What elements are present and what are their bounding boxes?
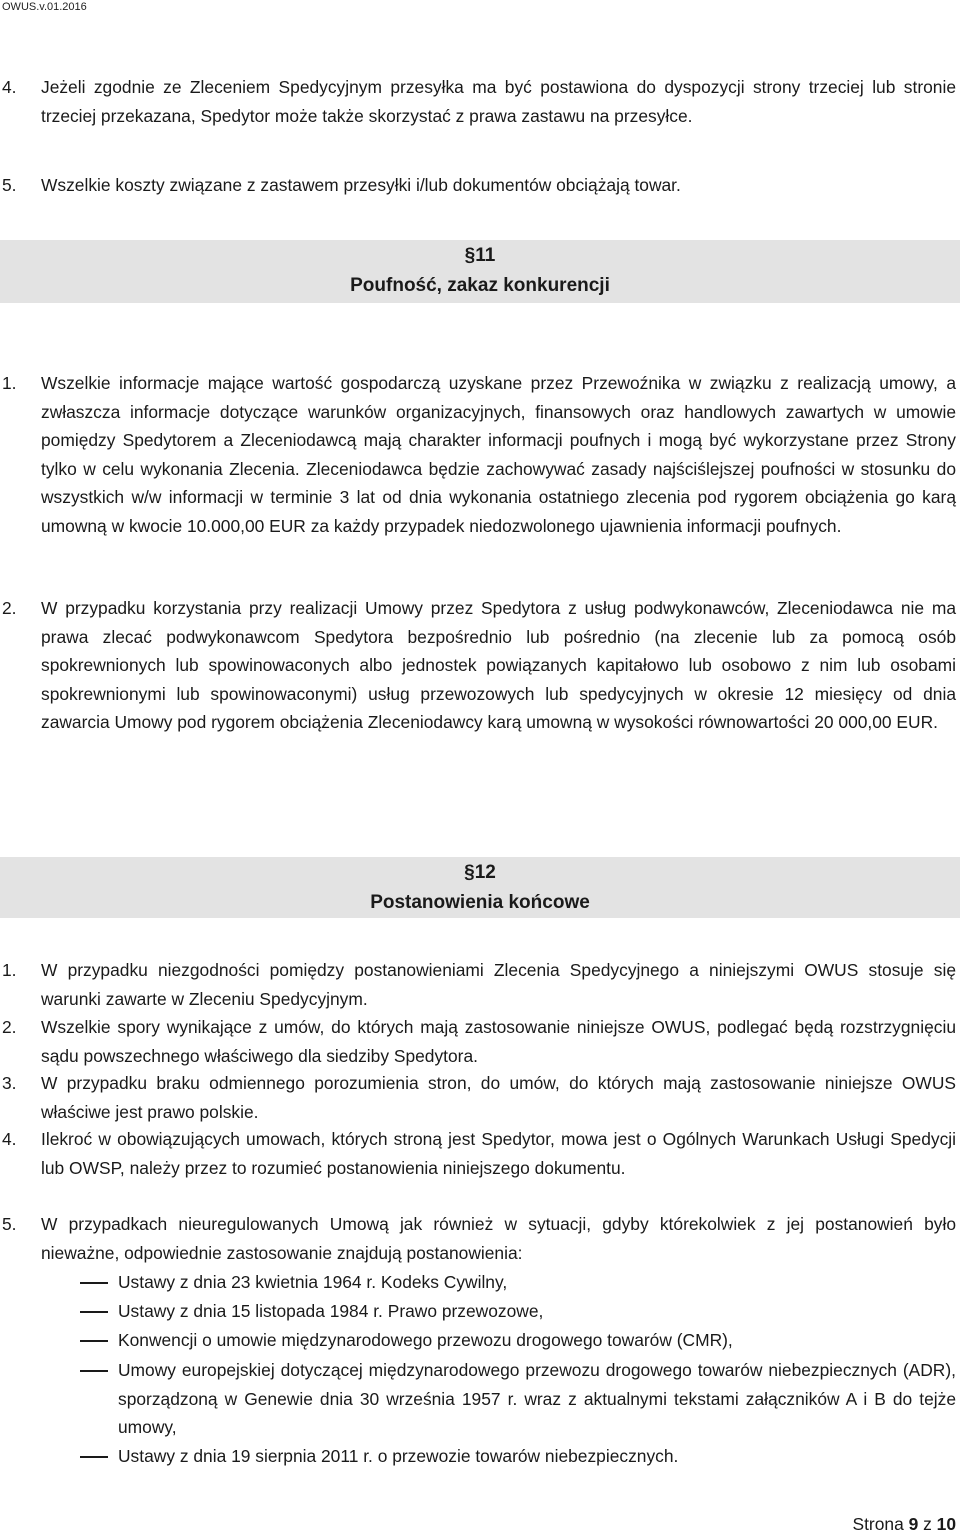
item-number: 5. (2, 1214, 17, 1234)
item-number: 2. (2, 1017, 17, 1037)
section-heading (0, 857, 960, 918)
item-number: 4. (2, 1129, 17, 1149)
item-number: 1. (2, 960, 17, 980)
section-symbol: §11 (464, 245, 496, 266)
item-text: Jeżeli zgodnie ze Zleceniem Spedycyjnym przesyłka ma być postawiona do dyspozycji strony trzeciej lub stronie trzeciej przekazana, Spedytor może także skorzystać z prawa zastawu na przesyłce. (41, 77, 956, 126)
section-title: Poufność, zakaz konkurencji (350, 275, 610, 296)
dash-bullet (80, 1340, 108, 1342)
sub-item-text: Ustawy z dnia 19 sierpnia 2011 r. o przewozie towarów niebezpiecznych. (118, 1446, 679, 1466)
item-text: Wszelkie koszty związane z zastawem przesyłki i/lub dokumentów obciążają towar. (41, 175, 681, 195)
item-text: W przypadkach nieuregulowanych Umową jak również w sytuacji, gdyby którekolwiek z jej postanowień było nieważne, odpowiednie zastosowanie znajdują postanowienia: (41, 1214, 956, 1263)
section-title: Postanowienia końcowe (370, 892, 590, 913)
sub-item-text: Ustawy z dnia 15 listopada 1984 r. Prawo przewozowe, (118, 1301, 544, 1321)
dash-bullet (80, 1311, 108, 1313)
item-text: W przypadku braku odmiennego porozumienia stron, do umów, do których mają zastosowanie niniejsze OWUS właściwe jest prawo polskie. (41, 1073, 956, 1122)
total-pages: 10 (936, 1514, 956, 1534)
item-number: 2. (2, 598, 17, 618)
sub-item-text: Konwencji o umowie międzynarodowego przewozu drogowego towarów (CMR), (118, 1330, 733, 1350)
item-text: Wszelkie spory wynikające z umów, do których mają zastosowanie niniejsze OWUS, podlegać będą rozstrzygnięciu sądu powszechnego właściwego dla siedziby Spedytora. (41, 1017, 956, 1066)
page-prefix: Strona (852, 1514, 904, 1534)
section-symbol: §12 (464, 862, 496, 883)
dash-bullet (80, 1456, 108, 1458)
item-text: W przypadku niezgodności pomiędzy postanowieniami Zlecenia Spedycyjnego a niniejszymi OWUS stosuje się warunki zawarte w Zleceniu Spedycyjnym. (41, 960, 956, 1009)
item-number: 4. (2, 77, 17, 97)
sub-item-text: Ustawy z dnia 23 kwietnia 1964 r. Kodeks Cywilny, (118, 1272, 508, 1292)
item-text: Wszelkie informacje mające wartość gospodarczą uzyskane przez Przewoźnika w związku z realizacją umowy, a zwłaszcza informacje dotyczące warunków organizacyjnych, finansowych oraz handlowych zawartych w umowie pomiędzy Spedytorem a Zleceniodawcą mają charakter informacji poufnych i mogą być wykorzystane przez Strony tylko w celu wykonania Zlecenia. Zleceniodawca będzie zachowywać zasady najściślejszej poufności w stosunku do wszystkich w/w informacji w terminie 3 lat od dnia wykonania ostatniego zlecenia pod rygorem obciążenia go karą umowną w kwocie 10.000,00 EUR za każdy przypadek niedozwolonego ujawnienia informacji poufnych. (41, 373, 956, 536)
item-number: 5. (2, 175, 17, 195)
dash-bullet (80, 1282, 108, 1284)
page-number (853, 1512, 957, 1536)
current-page: 9 (908, 1514, 919, 1534)
item-text: W przypadku korzystania przy realizacji Umowy przez Spedytora z usług podwykonawców, Zleceniodawca nie ma prawa zlecać podwykonawcom Spedytora bezpośrednio lub pośrednio (na zlecenie lub za pomocą osób spokrewnionych lub spowinowaconych albo jednostek powiązanych kapitałowo lub osobowo z nim lub osobami spokrewnionymi lub spowinowaconymi) usług przewozowych lub spedycyjnych w okresie 12 miesięcy od dnia zawarcia Umowy pod rygorem obciążenia Zleceniodawcy karą umowną w wysokości równowartości 20 000,00 EUR. (41, 598, 956, 733)
item-text: Ilekroć w obowiązujących umowach, których stroną jest Spedytor, mowa jest o Ogólnych Warunkach Usługi Spedycji lub OWSP, należy przez to rozumieć postanowienia niniejszego dokumentu. (41, 1129, 956, 1178)
page-of: z (923, 1514, 932, 1534)
item-number: 1. (2, 373, 17, 393)
item-number: 3. (2, 1073, 17, 1093)
sub-item-text: Umowy europejskiej dotyczącej międzynarodowego przewozu drogowego towarów niebezpiecznych (ADR), sporządzoną w Genewie dnia 30 września 1957 r. wraz z aktualnymi tekstami załączników A i B do tejże umowy, (118, 1360, 956, 1438)
section-heading (0, 240, 960, 303)
dash-bullet (80, 1370, 108, 1372)
document-code: OWUS.v.01.2016 (2, 1, 87, 13)
